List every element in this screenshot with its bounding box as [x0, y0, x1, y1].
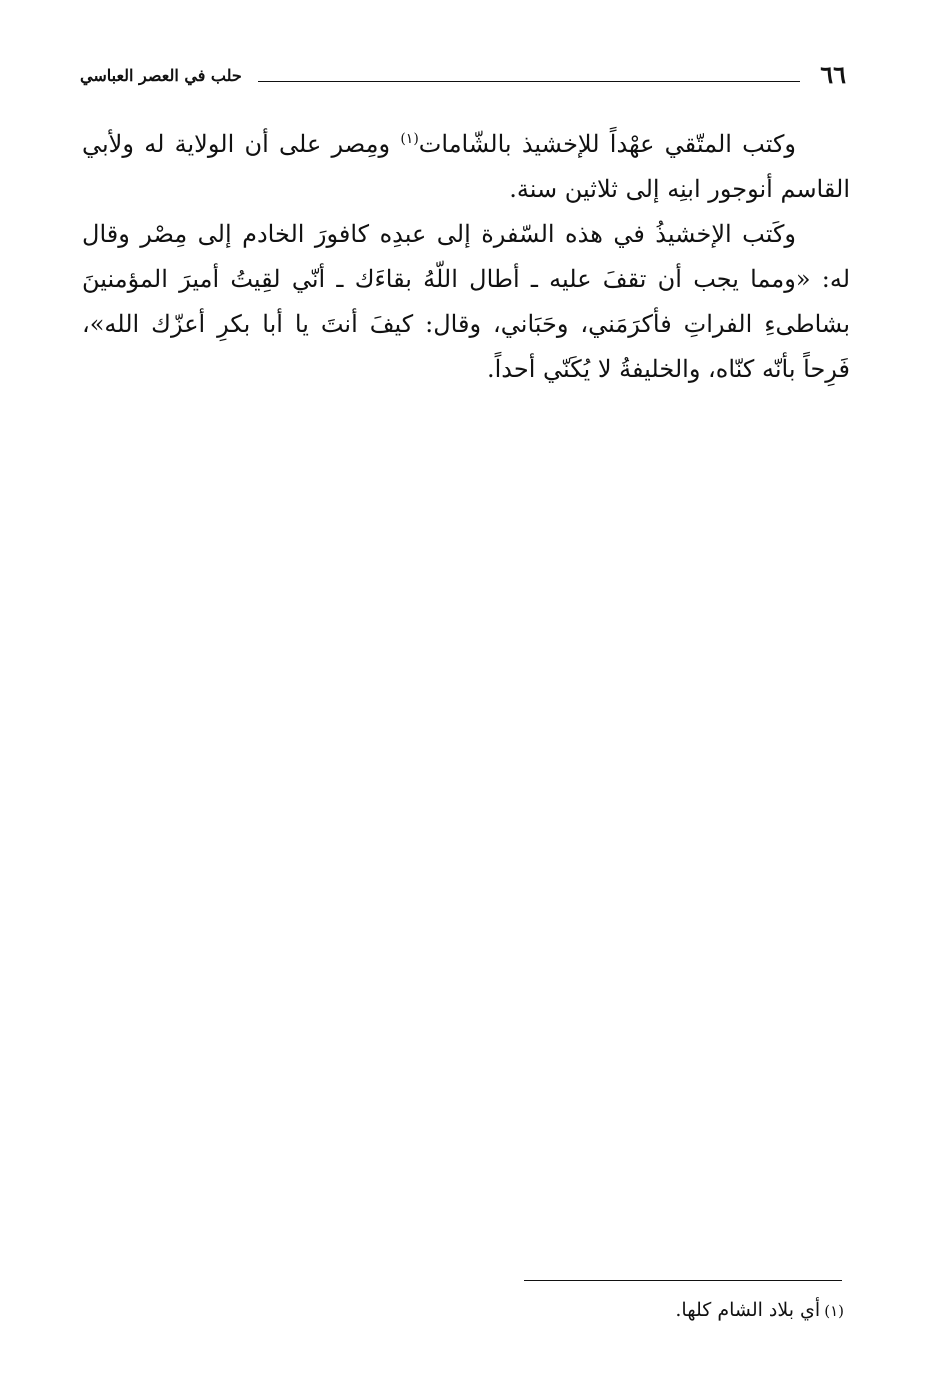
page-number: ٦٦	[820, 60, 846, 89]
page-header	[80, 60, 848, 94]
footnote-marker: (١)	[824, 1302, 844, 1320]
footnote-rule	[524, 1280, 842, 1281]
paragraph-1	[82, 122, 850, 212]
footnote-text: أي بلاد الشام كلها.	[675, 1299, 821, 1321]
running-title: حلب في العصر العباسي	[80, 66, 242, 85]
header-rule	[258, 81, 800, 82]
footnote	[450, 1296, 844, 1325]
body-text	[82, 122, 850, 392]
paragraph-2: وكَتب الإخشيذُ في هذه السّفرة إلى عبدِه كافورَ الخادم إلى مِصْر وقال له: «ومما يجب أن تقفَ عليه ـ أطال اللّهُ بقاءَك ـ أنّي لقِيتُ أميرَ المؤمنينَ بشاطىءِ الفراتِ فأكرَمَني، وحَبَاني، وقال: كيفَ أنتَ يا أبا بكرِ أعزّك الله»، فَرِحاً بأنّه كنّاه، والخليفةُ لا يُكَنّي أحداً.	[82, 220, 850, 383]
paragraph-1-text-end: ومِصر على أن الولاية له ولأبي القاسم أنوجور ابنِه إلى ثلاثين سنة.	[82, 130, 850, 203]
paragraph-1-text-start: وكتب المتّقي عهْداً للإخشيذ بالشّامات	[418, 130, 796, 158]
footnote-reference: (١)	[400, 131, 419, 147]
